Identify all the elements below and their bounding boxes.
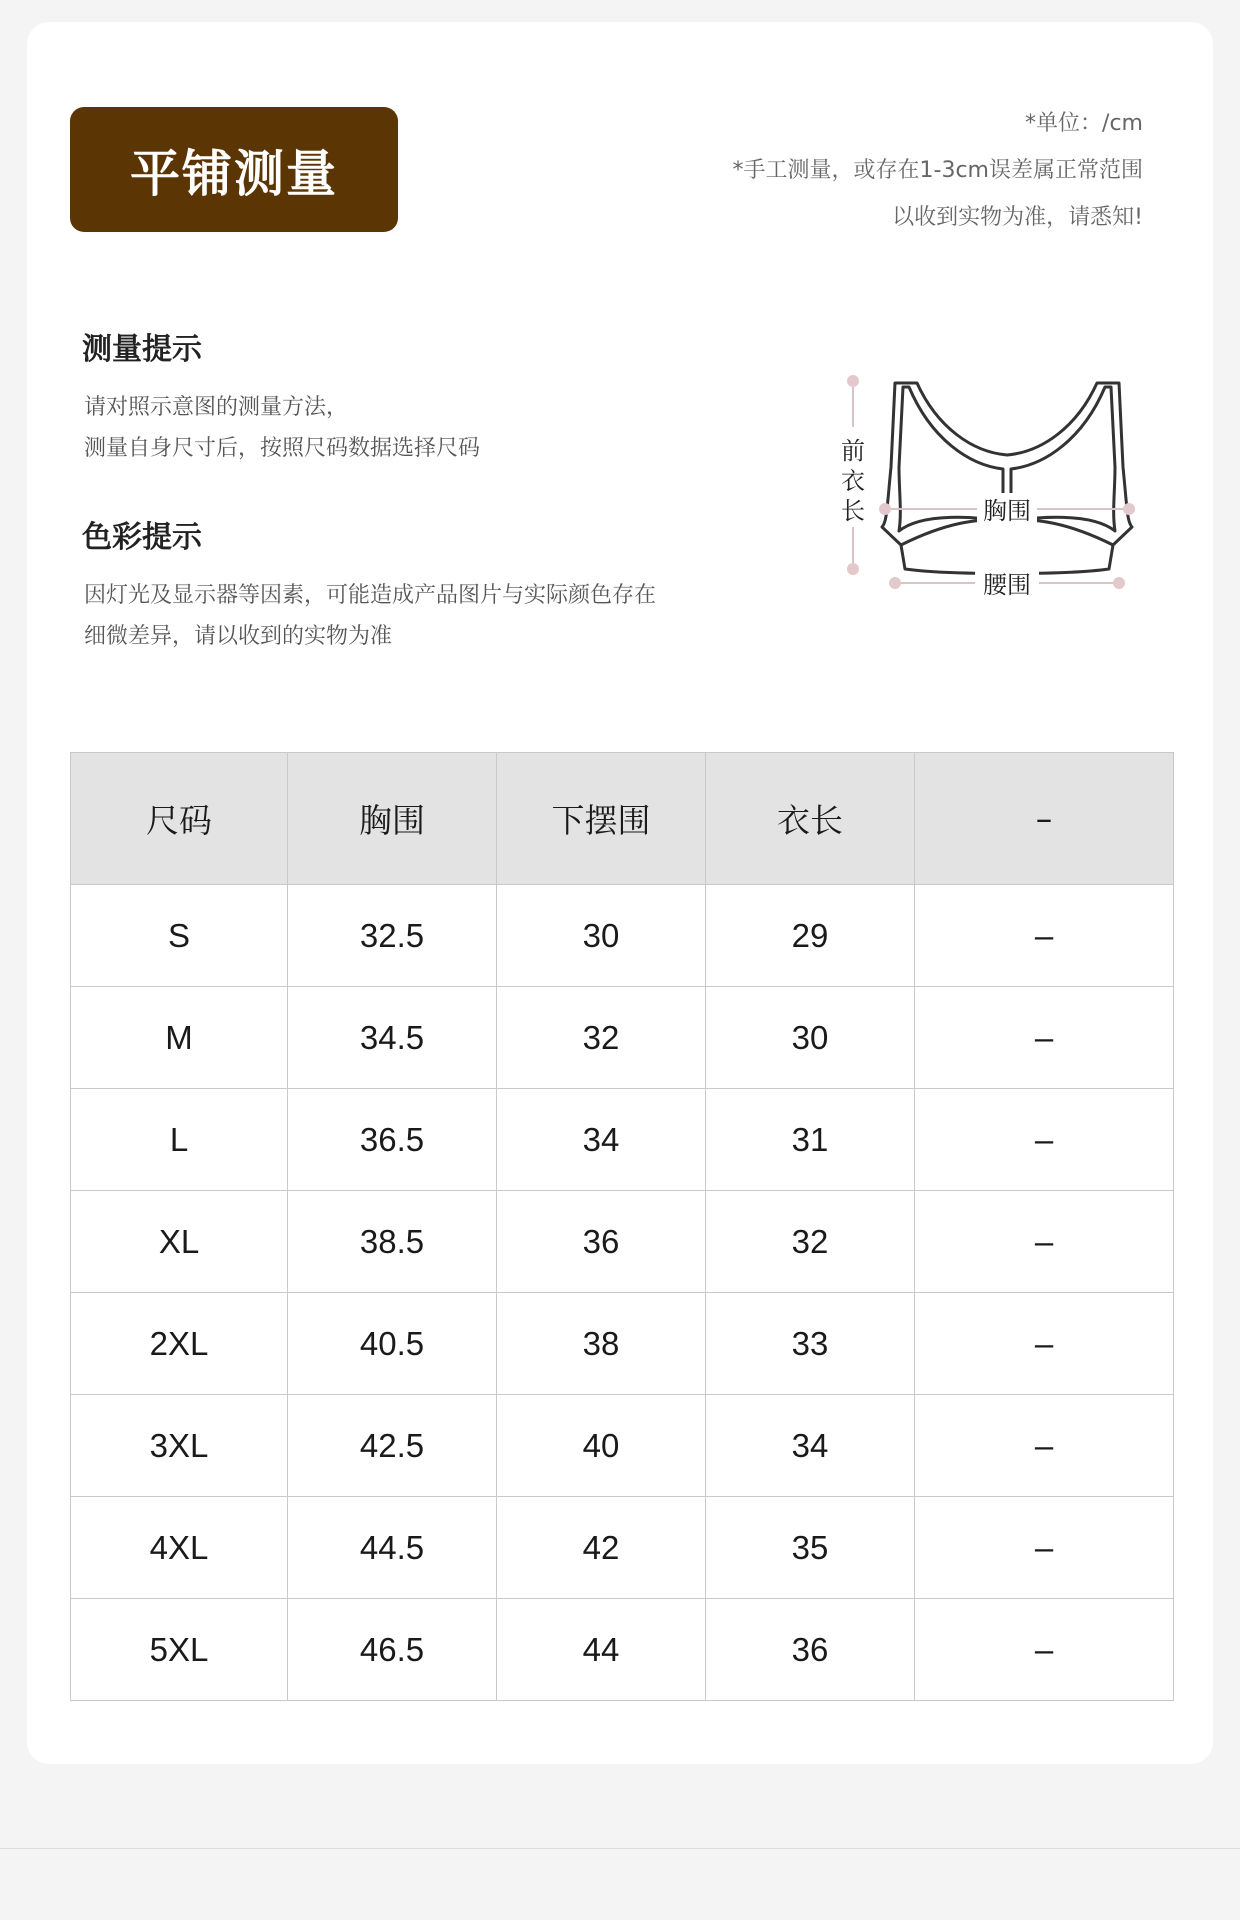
cell-hem: 30 <box>497 885 706 987</box>
cell-extra: – <box>915 1599 1174 1701</box>
chest-right-dot <box>1123 503 1135 515</box>
color-tip-title: 色彩提示 <box>82 520 202 555</box>
table-row <box>71 1599 1174 1701</box>
table-row <box>71 1191 1174 1293</box>
cell-size: 3XL <box>71 1395 288 1497</box>
cell-length: 32 <box>706 1191 915 1293</box>
table-body <box>71 885 1174 1701</box>
header-size: 尺码 <box>71 753 288 885</box>
cell-chest: 36.5 <box>288 1089 497 1191</box>
waist-left-dot <box>889 577 901 589</box>
cell-size: L <box>71 1089 288 1191</box>
color-tip-line: 细微差异，请以收到的实物为准 <box>84 624 393 649</box>
cell-extra: – <box>915 987 1174 1089</box>
measure-tip-title: 测量提示 <box>82 332 202 367</box>
waist-right-dot <box>1113 577 1125 589</box>
cell-length: 33 <box>706 1293 915 1395</box>
cell-hem: 40 <box>497 1395 706 1497</box>
cell-length: 29 <box>706 885 915 987</box>
cell-length: 36 <box>706 1599 915 1701</box>
table-row <box>71 1395 1174 1497</box>
cell-chest: 32.5 <box>288 885 497 987</box>
cell-length: 30 <box>706 987 915 1089</box>
cell-hem: 36 <box>497 1191 706 1293</box>
chest-label: 胸围 <box>983 497 1031 525</box>
size-table <box>70 752 1174 1701</box>
color-tip-text <box>84 575 656 657</box>
header-extra: – <box>915 753 1174 885</box>
garment-measurement-diagram <box>827 347 1187 647</box>
cell-hem: 42 <box>497 1497 706 1599</box>
cell-chest: 38.5 <box>288 1191 497 1293</box>
cell-hem: 44 <box>497 1599 706 1701</box>
cell-hem: 32 <box>497 987 706 1089</box>
cell-size: 4XL <box>71 1497 288 1599</box>
cell-hem: 34 <box>497 1089 706 1191</box>
cell-size: 2XL <box>71 1293 288 1395</box>
header-length: 衣长 <box>706 753 915 885</box>
cell-size: XL <box>71 1191 288 1293</box>
actual-item-note: 以收到实物为准，请悉知! <box>892 205 1143 230</box>
cell-chest: 34.5 <box>288 987 497 1089</box>
cell-chest: 42.5 <box>288 1395 497 1497</box>
measure-tip-line: 测量自身尺寸后，按照尺码数据选择尺码 <box>84 436 481 461</box>
cell-size: S <box>71 885 288 987</box>
cell-extra: – <box>915 1191 1174 1293</box>
size-chart-card <box>27 22 1213 1764</box>
front-length-label-2: 衣 <box>841 467 865 495</box>
cell-chest: 44.5 <box>288 1497 497 1599</box>
table-header-row <box>71 753 1174 885</box>
cell-size: 5XL <box>71 1599 288 1701</box>
page-title: 平铺测量 <box>70 107 398 232</box>
footer-divider <box>0 1848 1240 1849</box>
front-length-label-3: 长 <box>841 497 865 525</box>
measurement-notes <box>733 100 1143 241</box>
cell-extra: – <box>915 1293 1174 1395</box>
front-length-label-1: 前 <box>841 437 865 465</box>
header-chest: 胸围 <box>288 753 497 885</box>
front-length-top-dot <box>847 375 859 387</box>
cell-length: 31 <box>706 1089 915 1191</box>
error-note: *手工测量，或存在1-3cm误差属正常范围 <box>732 158 1143 183</box>
table-row <box>71 1497 1174 1599</box>
cell-chest: 46.5 <box>288 1599 497 1701</box>
table-row <box>71 885 1174 987</box>
header-hem: 下摆围 <box>497 753 706 885</box>
unit-note: *单位：/cm <box>1025 111 1143 136</box>
table-row <box>71 987 1174 1089</box>
measure-tip-text <box>84 387 480 469</box>
measure-tip-line: 请对照示意图的测量方法， <box>84 395 349 420</box>
table-row <box>71 1293 1174 1395</box>
cell-length: 35 <box>706 1497 915 1599</box>
cell-extra: – <box>915 885 1174 987</box>
cell-extra: – <box>915 1497 1174 1599</box>
front-length-bottom-dot <box>847 563 859 575</box>
table-row <box>71 1089 1174 1191</box>
cell-chest: 40.5 <box>288 1293 497 1395</box>
chest-left-dot <box>879 503 891 515</box>
cell-extra: – <box>915 1395 1174 1497</box>
garment-outer-outline <box>882 383 1132 574</box>
waist-label: 腰围 <box>983 571 1031 599</box>
cell-hem: 38 <box>497 1293 706 1395</box>
cell-length: 34 <box>706 1395 915 1497</box>
color-tip-line: 因灯光及显示器等因素，可能造成产品图片与实际颜色存在 <box>84 583 657 608</box>
cell-size: M <box>71 987 288 1089</box>
cell-extra: – <box>915 1089 1174 1191</box>
